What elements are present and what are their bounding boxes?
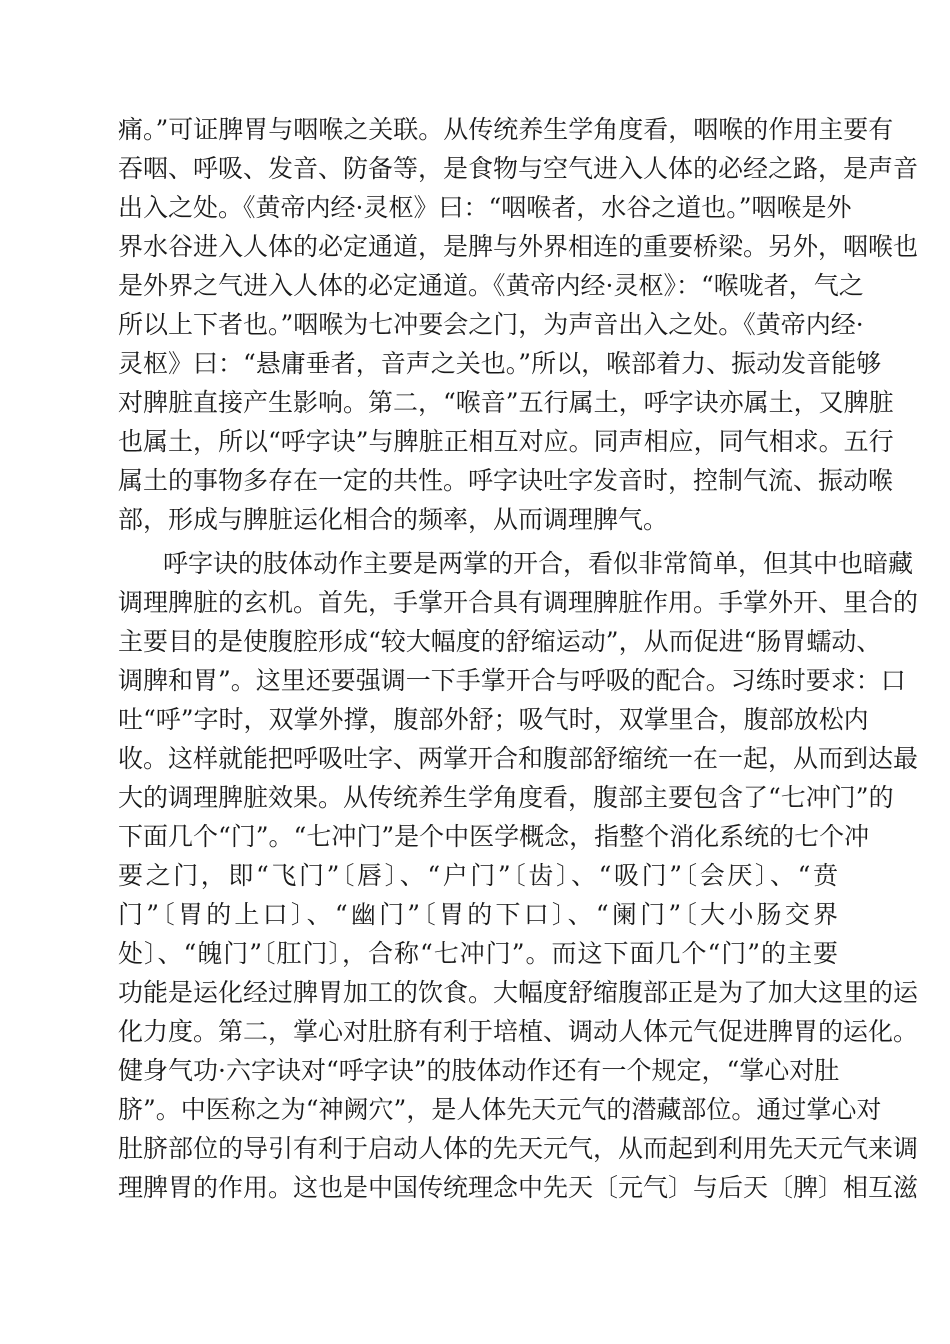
text-line: 灵枢》曰：“悬庸垂者，音声之关也。”所以，喉部着力、振动发音能够 [118, 349, 882, 378]
text-line: 功能是运化经过脾胃加工的饮食。大幅度舒缩腹部正是为了加大这里的运 [118, 978, 919, 1007]
text-line: 要之门，即“飞门”〔唇〕、“户门”〔齿〕、“吸门”〔会厌〕、“贲 [118, 861, 838, 890]
text-line: 是外界之气进入人体的必定通道。《黄帝内经·灵枢》：“喉咙者，气之 [118, 271, 864, 300]
text-line: 主要目的是使腹腔形成“较大幅度的舒缩运动”，从而促进“肠胃蠕动、 [118, 627, 882, 656]
text-line: 大的调理脾脏效果。从传统养生学角度看，腹部主要包含了“七冲门”的 [118, 783, 894, 812]
text-line: 所以上下者也。”咽喉为七冲要会之门，为声音出入之处。《黄帝内经· [118, 310, 864, 339]
text-line: 理脾胃的作用。这也是中国传统理念中先天〔元气〕与后天〔脾〕相互滋 [118, 1173, 919, 1202]
text-line: 吐“呼”字时，双掌外撑，腹部外舒；吸气时，双掌里合，腹部放松内 [118, 705, 869, 734]
text-line: 收。这样就能把呼吸吐字、两掌开合和腹部舒缩统一在一起，从而到达最 [118, 744, 919, 773]
text-line: 呼字诀的肢体动作主要是两掌的开合，看似非常简单，但其中也暗藏 [163, 549, 914, 578]
paragraph-1 [118, 110, 919, 539]
paragraph-2 [118, 544, 919, 1207]
text-line: 化力度。第二，掌心对肚脐有利于培植、调动人体元气促进脾胃的运化。 [118, 1017, 919, 1046]
text-line: 吞咽、呼吸、发音、防备等，是食物与空气进入人体的必经之路，是声音 [118, 154, 919, 183]
text-line: 出入之处。《黄帝内经·灵枢》曰：“咽喉者，水谷之道也。”咽喉是外 [118, 193, 852, 222]
text-line: 调脾和胃”。这里还要强调一下手掌开合与呼吸的配合。习练时要求：口 [118, 666, 906, 695]
text-line: 肚脐部位的导引有利于启动人体的先天元气，从而起到利用先天元气来调 [118, 1134, 919, 1163]
text-line: 也属土，所以“呼字诀”与脾脏正相互对应。同声相应，同气相求。五行 [118, 427, 894, 456]
text-line: 界水谷进入人体的必定通道，是脾与外界相连的重要桥梁。另外，咽喉也 [118, 232, 919, 261]
text-line: 调理脾脏的玄机。首先，手掌开合具有调理脾脏作用。手掌外开、里合的 [118, 588, 919, 617]
text-line: 处〕、“魄门”〔肛门〕，合称“七冲门”。而这下面几个“门”的主要 [118, 939, 838, 968]
text-line: 下面几个“门”。“七冲门”是个中医学概念，指整个消化系统的七个冲 [118, 822, 870, 851]
text-line: 脐”。中医称之为“神阙穴”，是人体先天元气的潜藏部位。通过掌心对 [118, 1095, 882, 1124]
text-line: 部，形成与脾脏运化相合的频率，从而调理脾气。 [118, 505, 669, 534]
text-line: 门”〔胃的上口〕、“幽门”〔胃的下口〕、“阑门”〔大小肠交界 [118, 900, 838, 929]
text-line: 对脾脏直接产生影响。第二，“喉音”五行属土，呼字诀亦属土，又脾脏 [118, 388, 894, 417]
text-line: 健身气功·六字诀对“呼字诀”的肢体动作还有一个规定，“掌心对肚 [118, 1056, 840, 1085]
text-line: 痛。”可证脾胃与咽喉之关联。从传统养生学角度看，咽喉的作用主要有 [118, 115, 894, 144]
text-line: 属土的事物多存在一定的共性。呼字诀吐字发音时，控制气流、振动喉 [118, 466, 894, 495]
